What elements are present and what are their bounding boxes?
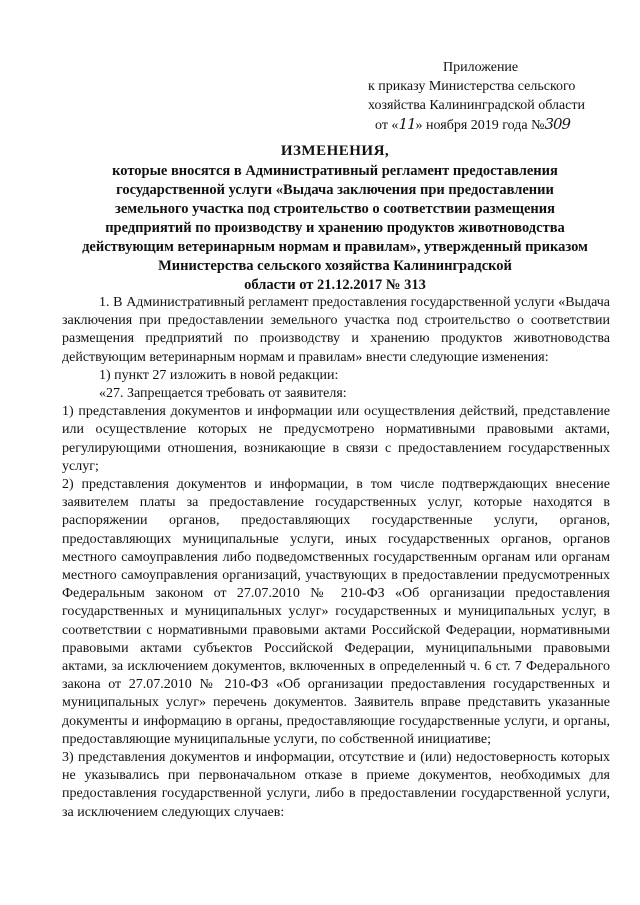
document-body (62, 294, 610, 822)
title-heading: ИЗМЕНЕНИЯ, (280, 143, 390, 159)
document-title (70, 142, 600, 295)
title-line: предприятий по производству и хранению продуктов животноводства (105, 220, 565, 236)
title-line: которые вносятся в Административный регламент предоставления (112, 163, 558, 179)
paragraph-1: 1. В Административный регламент предоставления государственной услуги «Выдача заключения при предоставлении земельного участка под строительство о соответствии размещения предприятий по производству и хранению продуктов животноводства действующим ветеринарным нормам и правилам» внести следующие изменения: (62, 295, 610, 365)
title-line: области от 21.12.2017 № 313 (244, 277, 426, 293)
date-middle: » ноября 2019 года № (415, 118, 545, 133)
appendix-block (368, 58, 618, 135)
handwritten-order-number: 309 (544, 115, 571, 133)
title-line: государственной услуги «Выдача заключения при предоставлении (116, 182, 554, 198)
appendix-date-line (368, 115, 618, 135)
title-line: земельного участка под строительство о соответствии размещения (115, 201, 555, 217)
appendix-ministry-line: хозяйства Калининградской области (368, 98, 586, 113)
paragraph-point-27: «27. Запрещается требовать от заявителя: (99, 386, 347, 402)
title-line: Министерства сельского хозяйства Калининградской (158, 258, 512, 274)
title-line: действующим ветеринарным нормам и правилам», утвержденный приказом (82, 239, 588, 255)
paragraph-subitem-3: 3) представления документов и информации, отсутствие и (или) недостоверность которых не указывались при первоначальном отказе в приеме документов, необходимых для предоставления государственной услуги, либо в предоставлении государственной услуги, за исключением следующих случаев: (62, 750, 610, 820)
handwritten-day: 11 (398, 115, 416, 133)
date-prefix: от « (375, 118, 399, 133)
appendix-title: Приложение (443, 60, 519, 75)
paragraph-subitem-1: 1) представления документов и информации или осуществления действий, представление или осуществление которых не предусмотрено нормативными правовыми актами, регулирующими отношения, возникающие в связи с предоставлением государственных услуг; (62, 404, 610, 474)
appendix-order-line: к приказу Министерства сельского (368, 79, 576, 94)
paragraph-subitem-2: 2) представления документов и информации, в том числе подтверждающих внесение заявителем платы за предоставление государственных услуг, которые находятся в распоряжении органов, предоставляющих государственные услуги, органов, предоставляющих муниципальные услуги, иных государственных органов, органов местного самоуправления либо подведомственных государственным органам или органам местного самоуправления организаций, участвующих в предоставлении предусмотренных Федеральным законом от 27.07.2010 № 210-ФЗ «Об организации предоставления государственных и муниципальных услуг» государственных и муниципальных услуг, в соответствии с нормативными правовыми актами Российской Федерации, нормативными правовыми актами субъектов Российской Федерации, муниципальными правовыми актами, за исключением документов, включенных в определенный ч. 6 ст. 7 Федерального закона от 27.07.2010 № 210-ФЗ «Об организации предоставления государственных и муниципальных услуг» перечень документов. Заявитель вправе представить указанные документы и информацию в органы, предоставляющие государственные услуги, и органы, предоставляющие муниципальные услуги, по собственной инициативе; (62, 477, 610, 747)
paragraph-item-1: 1) пункт 27 изложить в новой редакции: (99, 367, 339, 383)
